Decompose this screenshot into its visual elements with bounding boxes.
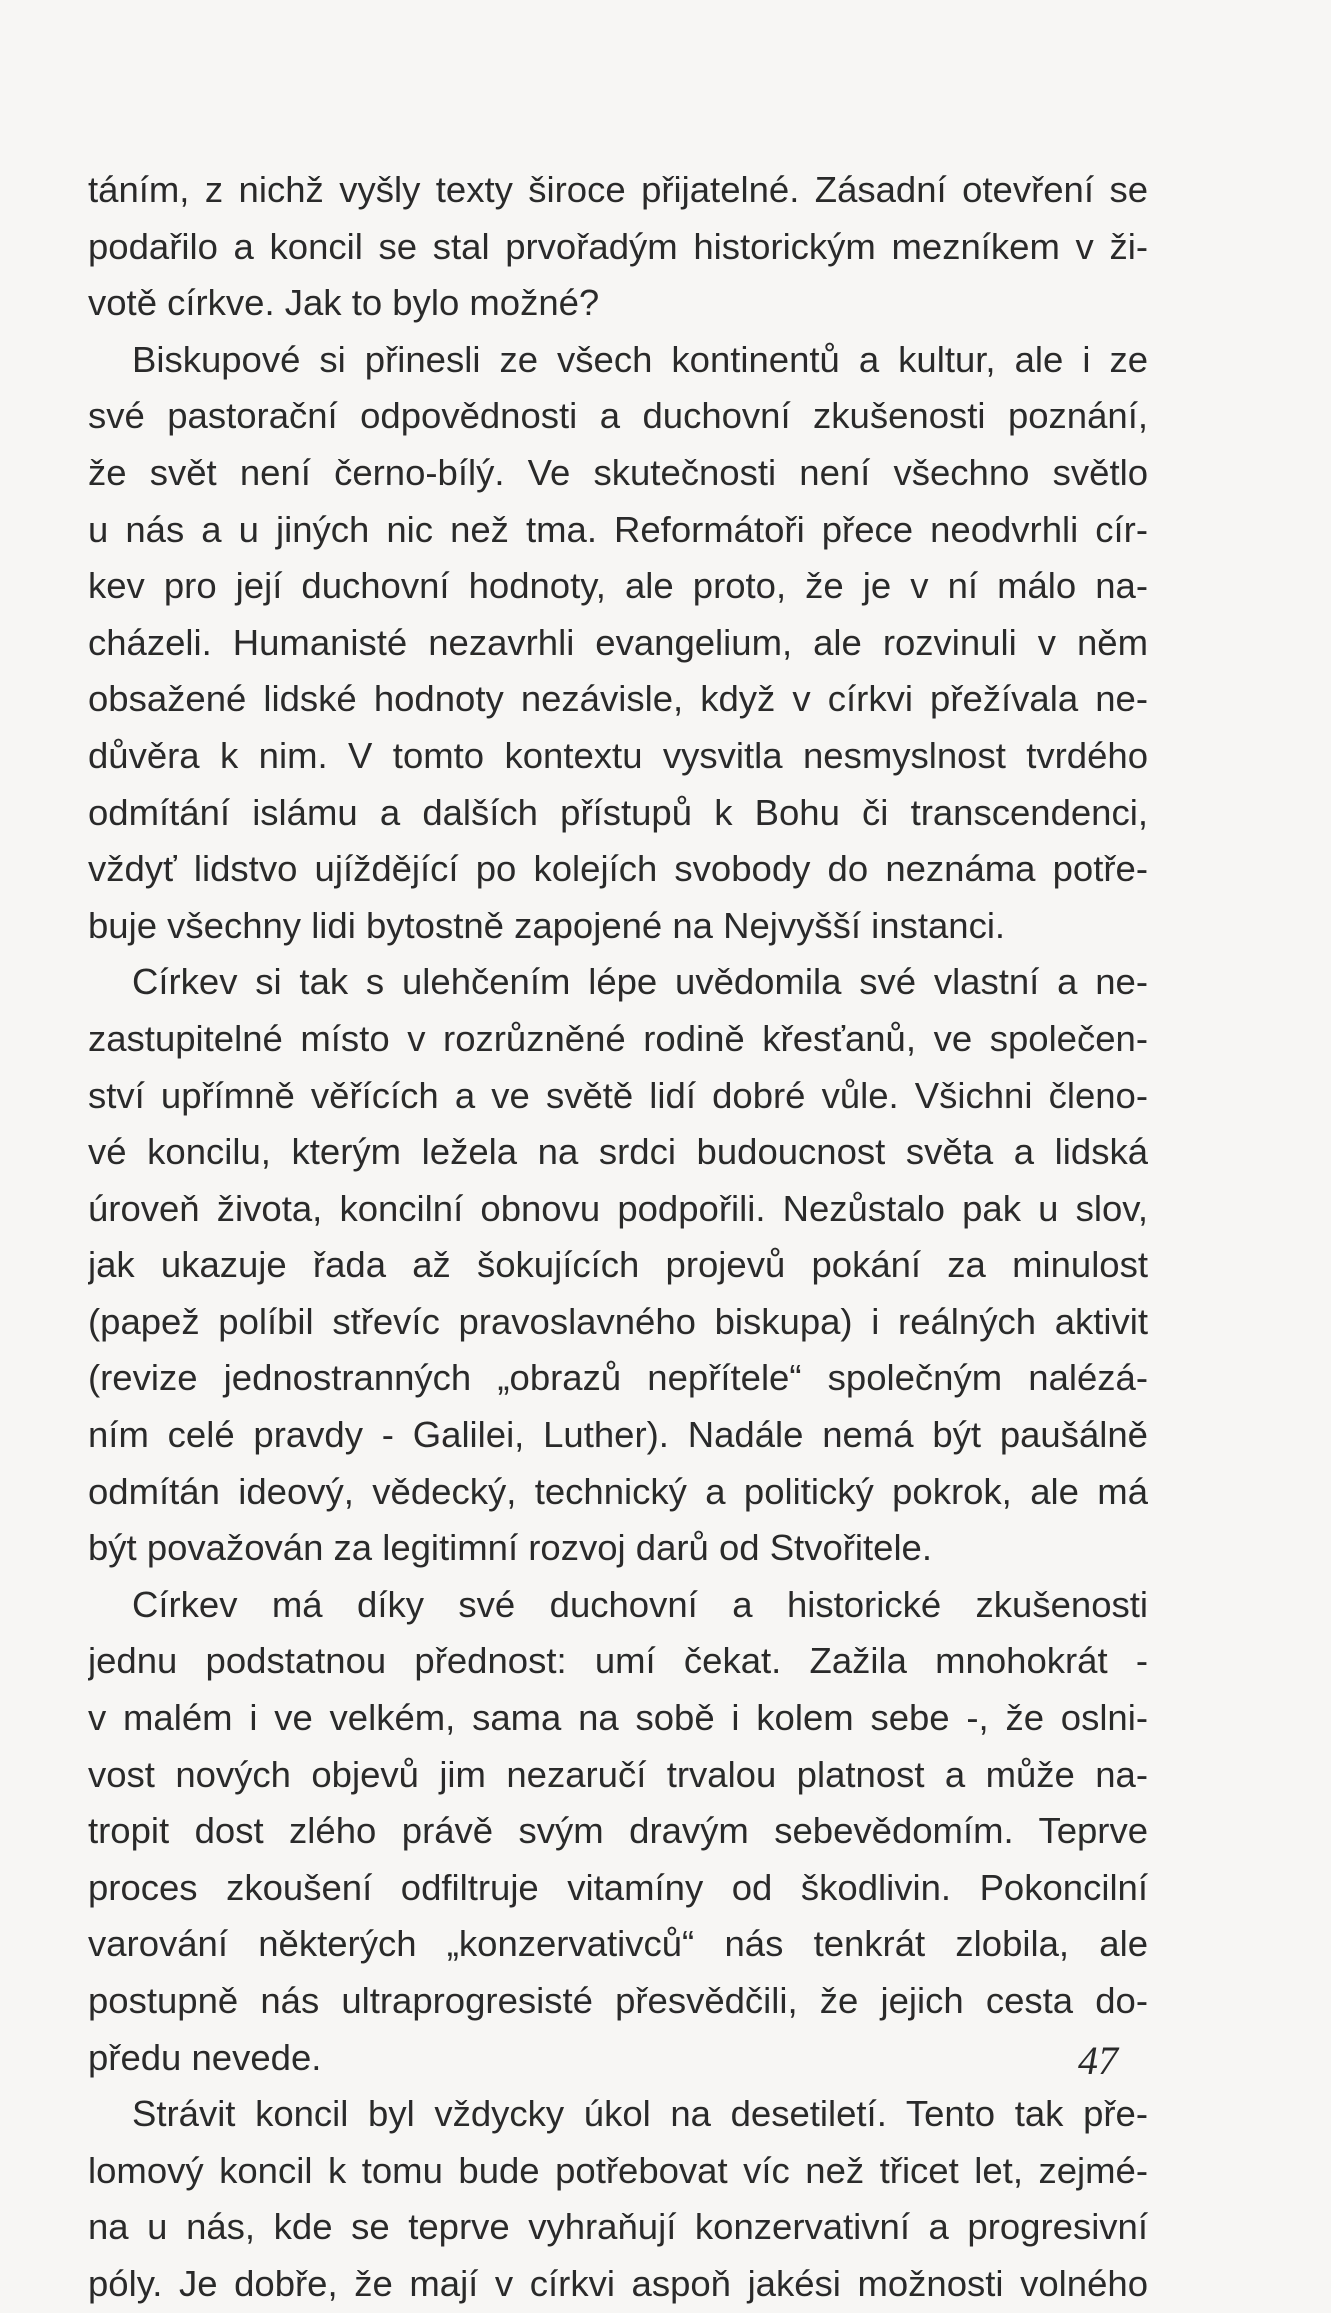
- text-line: důvěra k nim. V tomto kontextu vysvitla nesmyslnost tvrdého: [88, 734, 1148, 776]
- text-line: odmítán ideový, vědecký, technický a politický pokrok, ale má: [88, 1470, 1148, 1512]
- text-line: buje všechny lidi bytostně zapojené na Nejvyšší instanci.: [88, 904, 1006, 946]
- text-line: varování některých „konzervativců“ nás tenkrát zlobila, ale: [88, 1923, 1148, 1965]
- text-line: tropit dost zlého právě svým dravým sebevědomím. Teprve: [88, 1810, 1148, 1852]
- text-line: ním celé pravdy - Galilei, Luther). Nadále nemá být paušálně: [88, 1414, 1148, 1456]
- text-line: obsažené lidské hodnoty nezávisle, když v církvi přežívala ne-: [88, 678, 1148, 720]
- text-line: jednu podstatnou přednost: umí čekat. Zažila mnohokrát -: [88, 1640, 1148, 1682]
- text-line: odmítání islámu a dalších přístupů k Bohu či transcendenci,: [88, 791, 1148, 833]
- text-line: zastupitelné místo v rozrůzněné rodině křesťanů, ve společen-: [88, 1017, 1148, 1059]
- text-line: podařilo a koncil se stal prvořadým historickým mezníkem v ži-: [88, 225, 1148, 267]
- text-line: Biskupové si přinesli ze všech kontinentů a kultur, ale i ze: [132, 338, 1148, 380]
- text-line: (papež políbil střevíc pravoslavného biskupa) i reálných aktivit: [88, 1300, 1148, 1342]
- text-line: vždyť lidstvo ujíždějící po kolejích svobody do neznáma potře-: [88, 848, 1148, 890]
- text-line: votě církve. Jak to bylo možné?: [88, 282, 600, 324]
- text-line: (revize jednostranných „obrazů nepřítele“ společným nalézá-: [88, 1357, 1148, 1399]
- text-line: Strávit koncil byl vždycky úkol na desetiletí. Tento tak pře-: [132, 2093, 1148, 2135]
- text-line: cházeli. Humanisté nezavrhli evangelium, ale rozvinuli v něm: [88, 621, 1148, 663]
- page-number: 47: [1078, 2038, 1118, 2083]
- text-line: póly. Je dobře, že mají v církvi aspoň jakési možnosti volného: [88, 2262, 1148, 2304]
- text-line: táním, z nichž vyšly texty široce přijatelné. Zásadní otevření se: [88, 169, 1148, 210]
- text-line: Církev si tak s ulehčením lépe uvědomila své vlastní a ne-: [132, 961, 1148, 1003]
- text-line: v malém i ve velkém, sama na sobě i kolem sebe -, že oslni-: [88, 1697, 1148, 1739]
- text-line: Církev má díky své duchovní a historické zkušenosti: [132, 1583, 1148, 1625]
- text-line: že svět není černo-bílý. Ve skutečnosti není všechno světlo: [88, 451, 1148, 493]
- text-line: ství upřímně věřících a ve světě lidí dobré vůle. Všichni členo-: [88, 1074, 1148, 1116]
- text-line: lomový koncil k tomu bude potřebovat víc než třicet let, zejmé-: [88, 2149, 1148, 2191]
- text-line: vé koncilu, kterým ležela na srdci budoucnost světa a lidská: [88, 1131, 1148, 1173]
- text-line: proces zkoušení odfiltruje vitamíny od škodlivin. Pokoncilní: [88, 1866, 1148, 1908]
- text-line: své pastorační odpovědnosti a duchovní zkušenosti poznání,: [88, 395, 1148, 437]
- text-line: na u nás, kde se teprve vyhraňují konzervativní a progresivní: [88, 2206, 1148, 2248]
- text-line: být považován za legitimní rozvoj darů od Stvořitele.: [88, 1527, 932, 1569]
- text-line: jak ukazuje řada až šokujících projevů pokání za minulost: [88, 1244, 1148, 1286]
- text-line: u nás a u jiných nic než tma. Reformátoři přece neodvrhli cír-: [88, 508, 1148, 550]
- body-text: [88, 162, 1148, 2313]
- text-line: úroveň života, koncilní obnovu podpořili. Nezůstalo pak u slov,: [88, 1187, 1148, 1229]
- text-line: předu nevede.: [88, 2036, 322, 2078]
- text-line: postupně nás ultraprogresisté přesvědčili, že jejich cesta do-: [88, 1980, 1148, 2021]
- text-line: kev pro její duchovní hodnoty, ale proto, že je v ní málo na-: [88, 565, 1148, 607]
- text-line: vost nových objevů jim nezaručí trvalou platnost a může na-: [88, 1753, 1148, 1795]
